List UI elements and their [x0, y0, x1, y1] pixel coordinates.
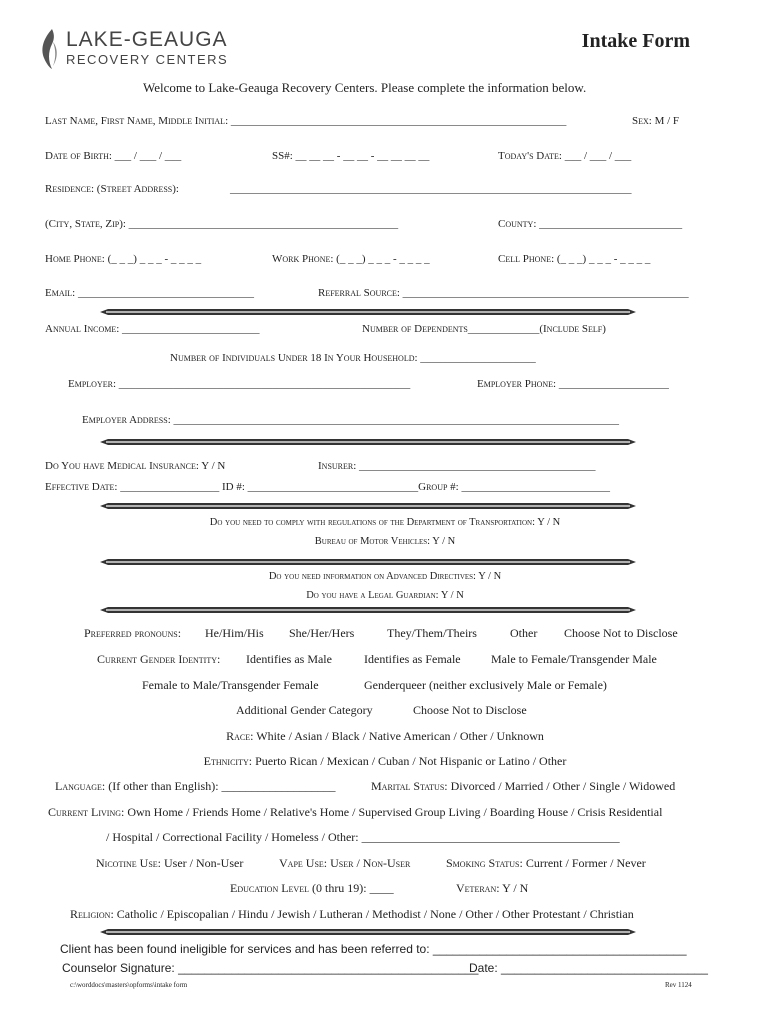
marital-status-label: Marital Status: — [371, 779, 448, 793]
current-living-options[interactable]: Own Home / Friends Home / Relative's Home / Supervised Group Living / Boarding House / Crisis Residential — [127, 805, 663, 819]
living-row — [48, 805, 662, 820]
education-label: Education Level — [230, 881, 309, 895]
nicotine-row — [96, 856, 243, 871]
dob-field[interactable]: Date of Birth: ___ / ___ / ___ — [45, 150, 182, 162]
section-divider — [100, 607, 636, 613]
education-row — [230, 881, 394, 896]
residence-field[interactable]: _________________________________________________________________________ — [230, 183, 632, 195]
pronouns-label: Preferred pronouns: — [84, 626, 182, 640]
language-field[interactable]: (If other than English): ___________________ — [108, 779, 336, 793]
vape-label: Vape Use: — [279, 856, 328, 870]
annual-income-field[interactable]: Annual Income: _________________________ — [45, 323, 260, 335]
smoking-row — [446, 856, 646, 871]
pronoun-option-he[interactable]: He/Him/His — [205, 626, 264, 640]
page-title: Intake Form — [581, 30, 690, 52]
religion-row — [70, 907, 634, 922]
residence-label: Residence: (Street Address): — [45, 183, 179, 195]
employer-field[interactable]: Employer: _____________________________________________________ — [68, 378, 411, 390]
race-label: Race: — [226, 729, 254, 743]
language-label: Language: — [55, 779, 106, 793]
name-field[interactable]: Last Name, First Name, Middle Initial: _____________________________________________________________ — [45, 115, 567, 127]
current-living-label: Current Living: — [48, 805, 125, 819]
marital-status-options[interactable]: Divorced / Married / Other / Single / Widowed — [450, 779, 676, 793]
counselor-signature-field[interactable]: Counselor Signature: _____________________________________________ — [62, 961, 479, 975]
welcome-text: Welcome to Lake-Geauga Recovery Centers. Please complete the information below. — [143, 80, 587, 95]
gender-option-female[interactable]: Identifies as Female — [364, 652, 461, 666]
county-field[interactable]: County: __________________________ — [498, 218, 683, 230]
education-field[interactable]: (0 thru 19): ____ — [311, 881, 394, 895]
section-divider — [100, 439, 636, 445]
gender-option-genderqueer[interactable]: Genderqueer (neither exclusively Male or Female) — [364, 678, 607, 692]
file-path: c:\worddocs\masters\opforms\intake form — [70, 981, 188, 989]
cell-phone-field[interactable]: Cell Phone: (_ _ _) _ _ _ - _ _ _ _ — [498, 253, 651, 265]
religion-label: Religion: — [70, 907, 114, 921]
advanced-directives-question[interactable]: Do you need information on Advanced Directives: Y / N — [268, 571, 502, 582]
race-options[interactable]: White / Asian / Black / Native American / Other / Unknown — [256, 729, 544, 743]
section-divider — [100, 929, 636, 935]
dot-question[interactable]: Do you need to comply with regulations of the Department of Transportation: Y / N — [209, 517, 561, 528]
marital-row — [371, 779, 675, 794]
section-divider — [100, 559, 636, 565]
revision-label: Rev 1124 — [665, 981, 692, 989]
pronoun-option-not-disclose[interactable]: Choose Not to Disclose — [564, 626, 678, 640]
language-row — [55, 779, 336, 794]
household-minors-field[interactable]: Number of Individuals Under 18 In Your Household: _____________________ — [170, 352, 536, 364]
city-state-zip-field[interactable]: (City, State, Zip): _________________________________________________ — [45, 218, 399, 230]
ssn-field[interactable]: SS#: __ __ __ - __ __ - __ __ __ __ — [272, 150, 430, 162]
pronoun-option-she[interactable]: She/Her/Hers — [289, 626, 355, 640]
gender-option-additional[interactable]: Additional Gender Category — [236, 703, 373, 717]
vape-options[interactable]: User / Non-User — [330, 856, 411, 870]
gender-option-not-disclose[interactable]: Choose Not to Disclose — [413, 703, 527, 717]
referral-source-field[interactable]: Referral Source: ____________________________________________________ — [318, 287, 689, 299]
vape-row — [279, 856, 410, 871]
logo-line2: RECOVERY CENTERS — [66, 52, 229, 67]
ethnicity-options[interactable]: Puerto Rican / Mexican / Cuban / Not Hispanic or Latino / Other — [255, 754, 567, 768]
medical-insurance-field[interactable]: Do You have Medical Insurance: Y / N — [45, 460, 226, 472]
flame-icon — [40, 28, 62, 70]
logo — [40, 28, 230, 73]
sex-field[interactable]: Sex: M / F — [632, 115, 680, 127]
veteran-row — [456, 881, 528, 896]
race-row — [0, 729, 770, 744]
dependents-field[interactable]: Number of Dependents_____________(Include Self) — [362, 323, 606, 335]
gender-option-mtf[interactable]: Male to Female/Transgender Male — [491, 652, 657, 666]
ethnicity-row — [0, 754, 770, 769]
legal-guardian-question[interactable]: Do you have a Legal Guardian: Y / N — [306, 590, 464, 601]
home-phone-field[interactable]: Home Phone: (_ _ _) _ _ _ - _ _ _ _ — [45, 253, 202, 265]
religion-options[interactable]: Catholic / Episcopalian / Hindu / Jewish / Lutheran / Methodist / None / Other / Other Protestant / Christian — [116, 907, 634, 921]
current-living-options-cont[interactable]: / Hospital / Correctional Facility / Homeless / Other: ___________________________________________ — [106, 830, 620, 844]
employer-phone-field[interactable]: Employer Phone: ____________________ — [477, 378, 669, 390]
todays-date-field[interactable]: Today's Date: ___ / ___ / ___ — [498, 150, 632, 162]
email-field[interactable]: Email: ________________________________ — [45, 287, 254, 299]
ethnicity-label: Ethnicity: — [203, 754, 253, 768]
work-phone-field[interactable]: Work Phone: (_ _ _) _ _ _ - _ _ _ _ — [272, 253, 430, 265]
smoking-label: Smoking Status: — [446, 856, 523, 870]
nicotine-options[interactable]: User / Non-User — [164, 856, 244, 870]
insurer-field[interactable]: Insurer: ___________________________________________ — [318, 460, 596, 472]
signature-date-field[interactable]: Date: _______________________________ — [469, 961, 708, 975]
smoking-options[interactable]: Current / Former / Never — [525, 856, 646, 870]
veteran-label: Veteran: — [456, 881, 500, 895]
nicotine-label: Nicotine Use: — [96, 856, 161, 870]
pronoun-option-they[interactable]: They/Them/Theirs — [387, 626, 477, 640]
pronoun-option-other[interactable]: Other — [510, 626, 538, 640]
bmv-question[interactable]: Bureau of Motor Vehicles: Y / N — [314, 536, 456, 547]
section-divider — [100, 503, 636, 509]
logo-line1: LAKE-GEAUGA — [66, 28, 228, 51]
employer-address-field[interactable]: Employer Address: _________________________________________________________________________________ — [82, 414, 620, 426]
veteran-options[interactable]: Y / N — [502, 881, 529, 895]
ineligible-referral-field[interactable]: Client has been found ineligible for services and has been referred to: ______________________________________ — [60, 942, 687, 956]
section-divider — [100, 309, 636, 315]
insurance-details-field[interactable]: Effective Date: __________________ ID #: _______________________________Group #: ___________________________ — [45, 481, 610, 493]
gender-option-male[interactable]: Identifies as Male — [246, 652, 332, 666]
gender-option-ftm[interactable]: Female to Male/Transgender Female — [142, 678, 319, 692]
gender-identity-label: Current Gender Identity: — [97, 652, 221, 666]
